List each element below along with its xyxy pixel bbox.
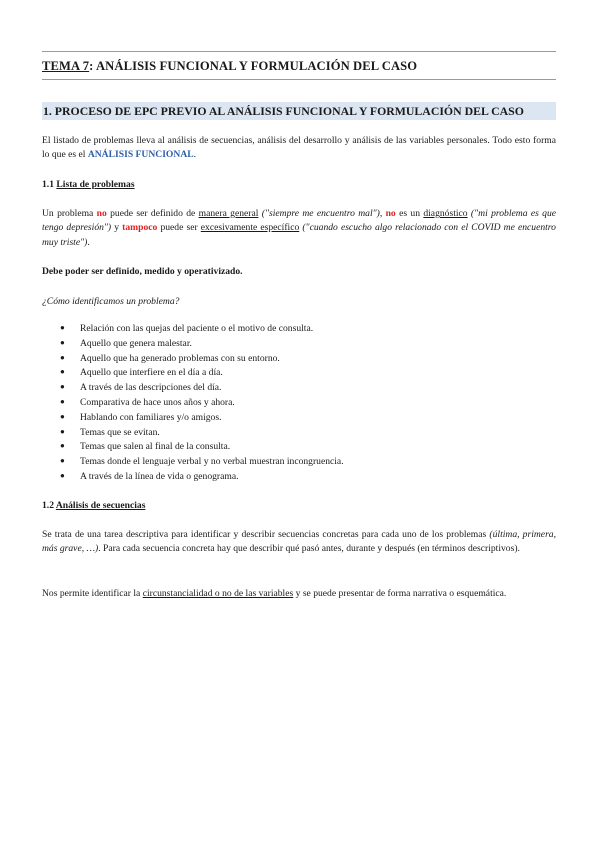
list-item	[60, 411, 540, 426]
bullet-icon: ●	[60, 426, 65, 436]
list-item	[60, 381, 540, 396]
subsection-1-1-number: 1.1	[42, 179, 57, 190]
p1-e: y	[111, 222, 123, 234]
bullet-icon: ●	[60, 323, 65, 332]
list-item-text: Temas donde el lenguaje verbal y no verbal muestran incongruencia.	[80, 456, 344, 468]
subsection-1-2-number: 1.2	[42, 500, 56, 511]
p1-b: puede ser definido de	[106, 208, 199, 219]
bullet-icon: ●	[60, 382, 65, 392]
title-divider	[42, 79, 556, 80]
list-item	[60, 337, 540, 352]
circumstantiality-paragraph	[42, 587, 556, 601]
seq-italic: (última, primera, más grave, …)	[42, 529, 556, 555]
list-item	[60, 455, 540, 470]
list-item-text: Temas que se evitan.	[80, 426, 160, 438]
p1-f: puede ser	[157, 222, 201, 234]
last-a: Nos permite identificar la	[42, 588, 143, 599]
p1-quote1: ("siempre me encuentro mal")	[258, 208, 380, 219]
bullet-icon: ●	[60, 337, 65, 347]
list-item-text: Aquello que genera malestar.	[80, 337, 192, 349]
p1-no: no	[96, 208, 107, 219]
seq-b: . Para cada secuencia concreta hay que describir qué pasó antes, durante y después (en términos descriptivos).	[98, 543, 520, 555]
p1-c: ,	[379, 208, 386, 219]
topic-label: TEMA 7	[42, 59, 90, 73]
bullet-icon: ●	[60, 441, 65, 451]
p1-a: Un problema	[42, 208, 97, 219]
seq-a: Se trata de una tarea descriptiva para identificar y describir secuencias concretas para cada uno de los problemas	[42, 529, 490, 540]
list-item-text: A través de la línea de vida o genograma.	[80, 470, 239, 482]
intro-highlight: ANÁLISIS FUNCIONAL	[87, 149, 194, 161]
list-item	[60, 426, 540, 441]
definition-statement: Debe poder ser definido, medido y operativizado.	[42, 266, 243, 277]
intro-end: .	[193, 149, 197, 161]
sequence-analysis-paragraph	[42, 528, 556, 557]
bullet-icon: ●	[60, 456, 65, 466]
subsection-1-2-title: Análisis de secuencias	[55, 500, 146, 511]
list-item-text: Hablando con familiares y/o amigos.	[80, 411, 222, 423]
page-title	[42, 57, 556, 76]
list-item	[60, 440, 540, 455]
subsection-1-1-heading	[42, 178, 556, 192]
subsection-1-1-title: Lista de problemas	[56, 179, 135, 190]
list-item-text: Aquello que ha generado problemas con su entorno.	[80, 352, 280, 364]
subsection-1-2-heading	[42, 499, 556, 513]
list-item-text: A través de las descripciones del día.	[80, 382, 222, 394]
p1-quote2: ("mi problema es que tengo depresión")	[42, 208, 557, 234]
last-underlined: circunstancialidad o no de las variables	[142, 588, 294, 599]
bullet-icon: ●	[60, 396, 65, 406]
list-item-text: Relación con las quejas del paciente o el motivo de consulta.	[80, 323, 314, 334]
intro-text: El listado de problemas lleva al análisis de secuencias, análisis del desarrollo y análisis de las variables personales. Todo esto forma lo que es el	[42, 135, 556, 161]
p1-tampoco: tampoco	[122, 222, 158, 234]
section-1-heading: 1. PROCESO DE EPC PREVIO AL ANÁLISIS FUNCIONAL Y FORMULACIÓN DEL CASO	[42, 102, 556, 120]
list-item	[60, 366, 540, 381]
topic-title: : ANÁLISIS FUNCIONAL Y FORMULACIÓN DEL CASO	[89, 59, 418, 73]
problem-definition-paragraph	[42, 207, 556, 250]
identification-question: ¿Cómo identificamos un problema?	[42, 296, 180, 307]
last-b: y se puede presentar de forma narrativa o esquemática.	[293, 588, 507, 599]
list-item	[60, 322, 540, 337]
p1-diag: diagnóstico	[423, 208, 468, 219]
bullet-icon: ●	[60, 367, 65, 377]
bullet-icon: ●	[60, 352, 65, 362]
list-item	[60, 470, 540, 485]
p1-especifico: excesivamente específico	[200, 222, 300, 234]
p1-no2: no	[385, 208, 396, 219]
p1-general: manera general	[198, 208, 259, 219]
list-item-text: Comparativa de hace unos años y ahora.	[80, 396, 235, 408]
identification-list	[60, 322, 540, 485]
list-item	[60, 396, 540, 411]
p1-end: .	[87, 236, 90, 248]
p1-quote3: ("cuando escucho algo relacionado con el COVID me encuentro muy triste")	[42, 222, 556, 248]
top-divider	[42, 51, 556, 52]
p1-d: es un	[395, 208, 424, 219]
bullet-icon: ●	[60, 470, 65, 480]
list-item-text: Aquello que interfiere en el día a día.	[80, 367, 223, 379]
list-item	[60, 352, 540, 367]
list-item-text: Temas que salen al final de la consulta.	[80, 441, 231, 453]
intro-paragraph	[42, 134, 556, 163]
bullet-icon: ●	[60, 411, 65, 421]
